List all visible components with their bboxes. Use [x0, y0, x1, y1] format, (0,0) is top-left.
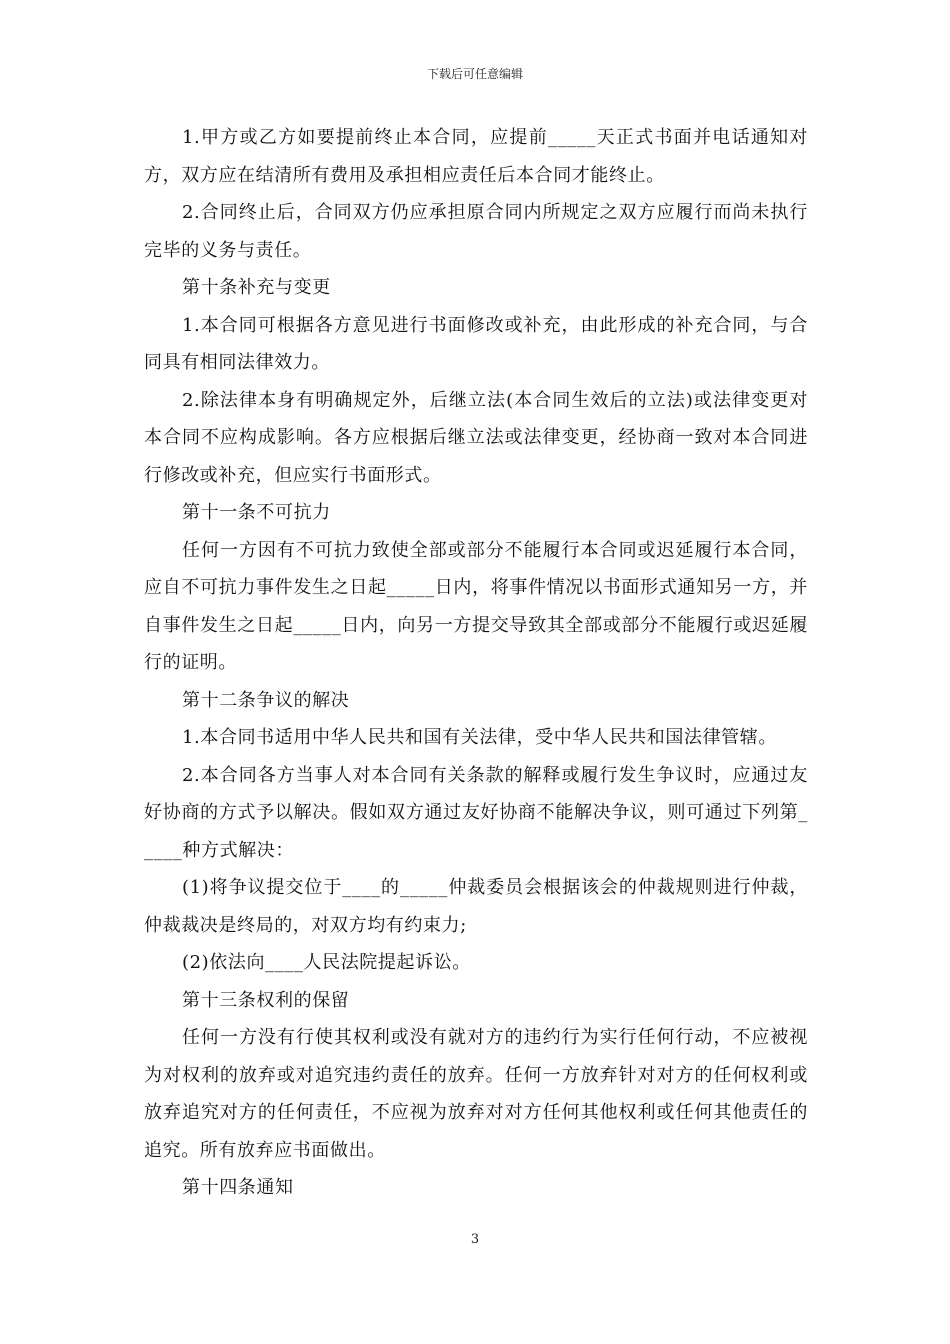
clause-paragraph: 2.本合同各方当事人对本合同有关条款的解释或履行发生争议时，应通过友好协商的方式予以解决。假如双方通过友好协商不能解决争议，则可通过下列第_____种方式解决：	[144, 764, 808, 861]
clause-paragraph: 2.合同终止后，合同双方仍应承担原合同内所规定之双方应履行而尚未执行完毕的义务与责任。	[144, 202, 808, 261]
clause-paragraph: 1.本合同可根据各方意见进行书面修改或补充，由此形成的补充合同，与合同具有相同法律效力。	[144, 314, 808, 373]
clause-paragraph: (2)依法向____人民法院提起诉讼。	[182, 952, 471, 973]
clause-paragraph: 1.甲方或乙方如要提前终止本合同，应提前_____天正式书面并电话通知对方，双方应在结清所有费用及承担相应责任后本合同才能终止。	[144, 127, 808, 186]
section-heading: 第十三条权利的保留	[182, 989, 350, 1011]
document-body	[144, 119, 808, 1207]
section-heading: 第十四条通知	[182, 1177, 294, 1198]
clause-paragraph: 任何一方没有行使其权利或没有就对方的违约行为实行任何行动，不应被视为对权利的放弃或对追究违约责任的放弃。任何一方放弃针对对方的任何权利或放弃追究对方的任何责任，不应视为放弃对对方任何其他权利或任何其他责任的追究。所有放弃应书面做出。	[144, 1027, 808, 1161]
section-heading: 第十一条不可抗力	[182, 502, 331, 523]
clause-paragraph: 任何一方因有不可抗力致使全部或部分不能履行本合同或迟延履行本合同，应自不可抗力事件发生之日起_____日内，将事件情况以书面形式通知另一方，并自事件发生之日起_____日内，向另一方提交导致其全部或部分不能履行或迟延履行的证明。	[144, 539, 808, 673]
section-heading: 第十条补充与变更	[182, 277, 331, 298]
section-heading: 第十二条争议的解决	[182, 689, 350, 711]
clause-paragraph: 1.本合同书适用中华人民共和国有关法律，受中华人民共和国法律管辖。	[182, 727, 777, 748]
clause-paragraph: (1)将争议提交位于____的_____仲裁委员会根据该会的仲裁规则进行仲裁，仲裁裁决是终局的，对双方均有约束力;	[144, 877, 808, 936]
page-header: 下载后可任意编辑	[426, 67, 523, 81]
clause-paragraph: 2.除法律本身有明确规定外，后继立法(本合同生效后的立法)或法律变更对本合同不应构成影响。各方应根据后继立法或法律变更，经协商一致对本合同进行修改或补充，但应实行书面形式。	[144, 389, 808, 486]
page-number: 3	[470, 1232, 480, 1247]
